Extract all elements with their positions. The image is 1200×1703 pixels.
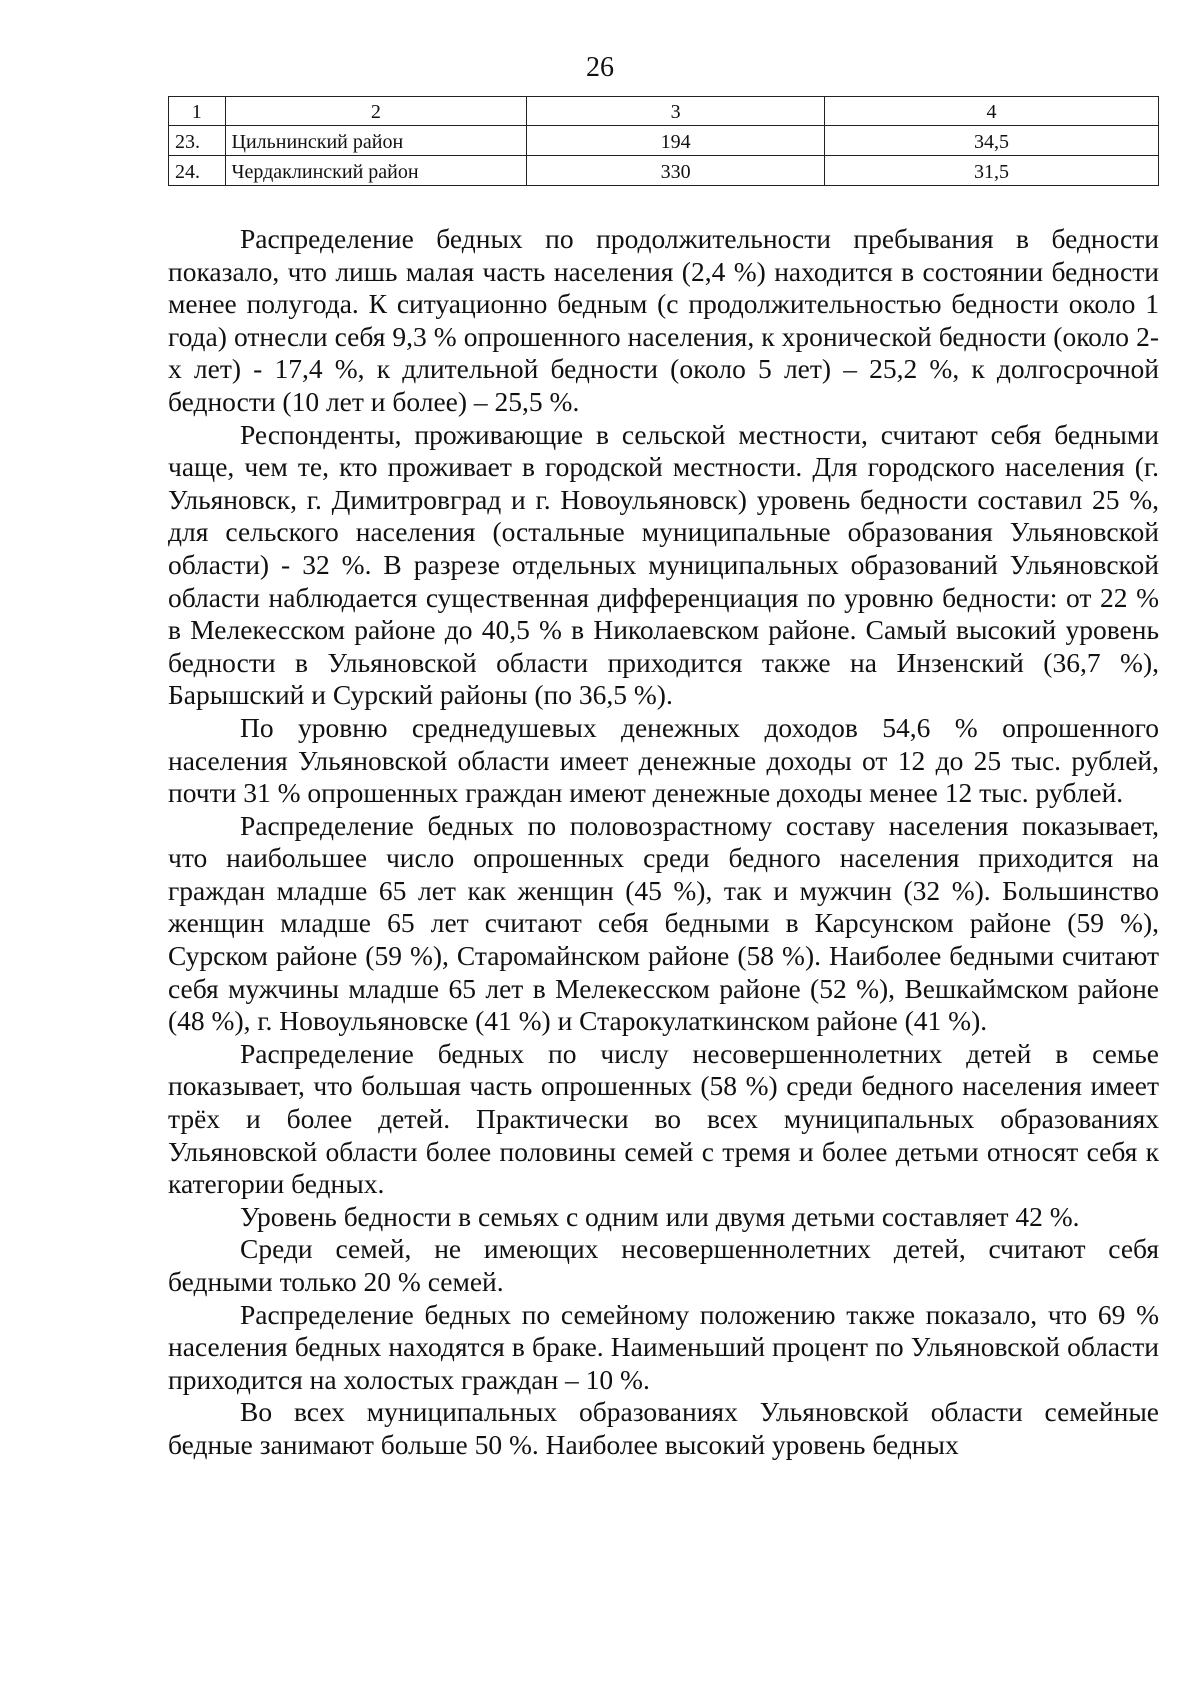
paragraph: Распределение бедных по семейному положению также показало, что 69 % населения бедных находятся в браке. Наименьший процент по Ульяновской области приходится на холостых граждан – 10 %. <box>168 1298 1159 1395</box>
paragraph: Во всех муниципальных образованиях Ульяновской области семейные бедные занимают больше 50 %. Наиболее высокий уровень бедных <box>168 1396 1159 1460</box>
table-cell-district: Цильнинский район <box>225 126 527 156</box>
table-row <box>169 156 1159 186</box>
table-cell-percent: 31,5 <box>824 156 1158 186</box>
table-cell-percent: 34,5 <box>824 126 1158 156</box>
table-row <box>169 126 1159 156</box>
paragraph: По уровню среднедушевых денежных доходов 54,6 % опрошенного населения Ульяновской области имеет денежные доходы от 12 до 25 тыс. рублей, почти 31 % опрошенных граждан имеют денежные доходы менее 12 тыс. рублей. <box>168 711 1159 809</box>
page-number: 26 <box>586 52 614 83</box>
paragraph: Распределение бедных по половозрастному составу населения показывает, что наибольшее число опрошенных среди бедного населения приходится на граждан младше 65 лет как женщин (45 %), так и мужчин (32 %). Большинство женщин младше 65 лет считают себя бедными в Карсунском районе (59 %), Сурском районе (59 %), Старомайнском районе (58 %). Наиболее бедными считают себя мужчины младше 65 лет в Мелекесском районе (52 %), Вешкаймском районе (48 %), г. Новоульяновске (41 %) и Старокулаткинском районе (41 %). <box>168 809 1159 1037</box>
paragraph: Респонденты, проживающие в сельской местности, считают себя бедными чаще, чем те, кто проживает в городской местности. Для городского населения (г. Ульяновск, г. Димитровград и г. Новоульяновск) уровень бедности составил 25 %, для сельского населения (остальные муниципальные образования Ульяновской области) - 32 %. В разрезе отдельных муниципальных образований Ульяновской области наблюдается существенная дифференциация по уровню бедности: от 22 % в Мелекесском районе до 40,5 % в Николаевском районе. Самый высокий уровень бедности в Ульяновской области приходится также на Инзенский (36,7 %), Барышский и Сурский районы (по 36,5 %). <box>168 418 1159 711</box>
table-cell-district: Чердаклинский район <box>225 156 527 186</box>
table-cell-number: 23. <box>169 126 226 156</box>
paragraph: Распределение бедных по продолжительности пребывания в бедности показало, что лишь малая часть населения (2,4 %) находится в состоянии бедности менее полугода. К ситуационно бедным (с продолжительностью бедности около 1 года) отнесли себя 9,3 % опрошенного населения, к хронической бедности (около 2-х лет) - 17,4 %, к длительной бедности (около 5 лет) – 25,2 %, к долгосрочной бедности (10 лет и более) – 25,5 %. <box>168 223 1159 417</box>
paragraph: Распределение бедных по числу несовершеннолетних детей в семье показывает, что большая часть опрошенных (58 %) среди бедного населения имеет трёх и более детей. Практически во всех муниципальных образованиях Ульяновской области более половины семей с тремя и более детьми относят себя к категории бедных. <box>168 1037 1159 1200</box>
table-header-cell: 3 <box>527 97 825 126</box>
table-cell-count: 330 <box>527 156 825 186</box>
paragraph: Среди семей, не имеющих несовершеннолетних детей, считают себя бедными только 20 % семей. <box>168 1233 1159 1297</box>
table-cell-number: 24. <box>169 156 226 186</box>
data-table <box>168 96 1159 186</box>
table-header-row <box>169 97 1159 126</box>
body-text <box>168 223 1159 1462</box>
table-header-cell: 1 <box>169 97 226 126</box>
paragraph: Уровень бедности в семьях с одним или двумя детьми составляет 42 %. <box>240 1200 1080 1232</box>
table-cell-count: 194 <box>527 126 825 156</box>
table-header-cell: 4 <box>824 97 1158 126</box>
table-header-cell: 2 <box>225 97 527 126</box>
